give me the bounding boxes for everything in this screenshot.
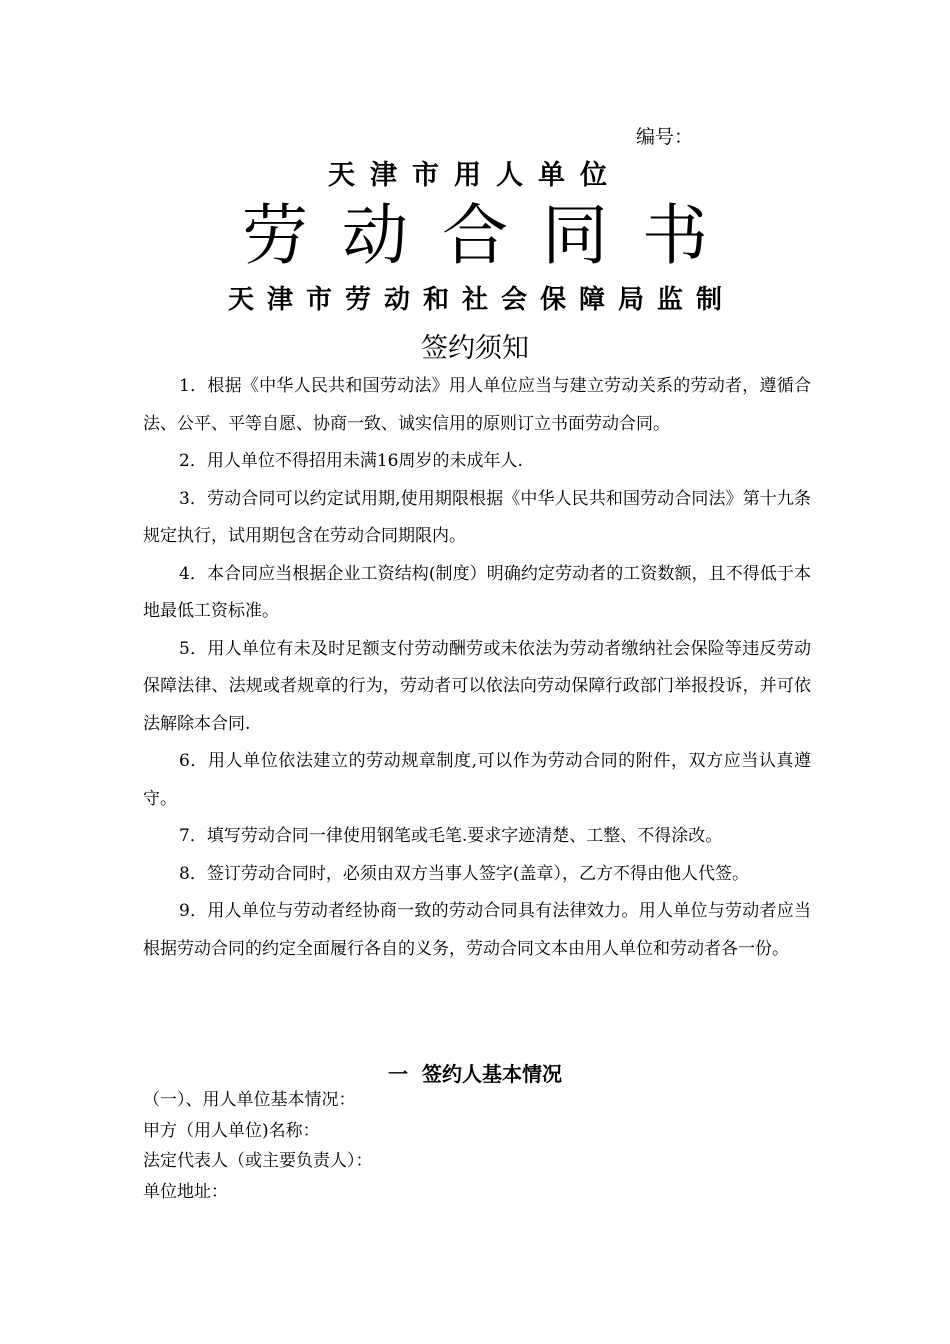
notice-heading: 签约须知 <box>421 333 529 364</box>
notice-item-6: 6．用人单位依法建立的劳动规章制度,可以作为劳动合同的附件，双方应当认真遵守。 <box>143 751 811 809</box>
employer-info-subheading: （一）、用人单位基本情况： <box>143 1090 356 1110</box>
contract-title: 劳动合同书 <box>242 197 742 274</box>
notice-item-3: 3．劳动合同可以约定试用期,使用期限根据《中华人民共和国劳动合同法》第十九条规定执行，试用期包含在劳动合同期限内。 <box>143 488 811 546</box>
notice-item-5: 5．用人单位有未及时足额支付劳动酬劳或未依法为劳动者缴纳社会保险等违反劳动保障法律、法规或者规章的行为，劳动者可以依法向劳动保障行政部门举报投诉，并可依法解除本合同. <box>143 638 811 734</box>
notice-item-7: 7．填写劳动合同一律使用钢笔或毛笔.要求字迹清楚、工整、不得涂改。 <box>179 826 723 846</box>
employer-address-field: 单位地址： <box>143 1181 228 1202</box>
employer-name-field: 甲方（用人单位)名称： <box>143 1120 320 1141</box>
legal-representative-field: 法定代表人（或主要负责人）： <box>143 1151 373 1171</box>
notice-item-1: 1．根据《中华人民共和国劳动法》用人单位应当与建立劳动关系的劳动者，遵循合法、公平、平等自愿、协商一致、诚实信用的原则订立书面劳动合同。 <box>143 376 811 434</box>
section-heading-basic-info: 一 签约人基本情况 <box>388 1062 562 1086</box>
supervisor-heading: 天津市劳动和社会保障局监制 <box>227 285 735 315</box>
notice-item-9: 9．用人单位与劳动者经协商一致的劳动合同具有法律效力。用人单位与劳动者应当根据劳动合同的约定全面履行各自的义务，劳动合同文本由用人单位和劳动者各一份。 <box>143 901 811 959</box>
issuer-heading: 天津市用人单位 <box>328 160 622 191</box>
notice-list <box>143 368 811 968</box>
notice-item-8: 8．签订劳动合同时，必须由双方当事人签字(盖章），乙方不得由他人代签。 <box>179 863 749 884</box>
document-number-label: 编号： <box>636 126 694 148</box>
notice-item-2: 2．用人单位不得招用未满16周岁的未成年人. <box>179 451 523 471</box>
basic-info-lines <box>143 1085 811 1207</box>
notice-item-4: 4．本合同应当根据企业工资结构(制度）明确约定劳动者的工资数额，且不得低于本地最低工资标准。 <box>143 563 811 621</box>
